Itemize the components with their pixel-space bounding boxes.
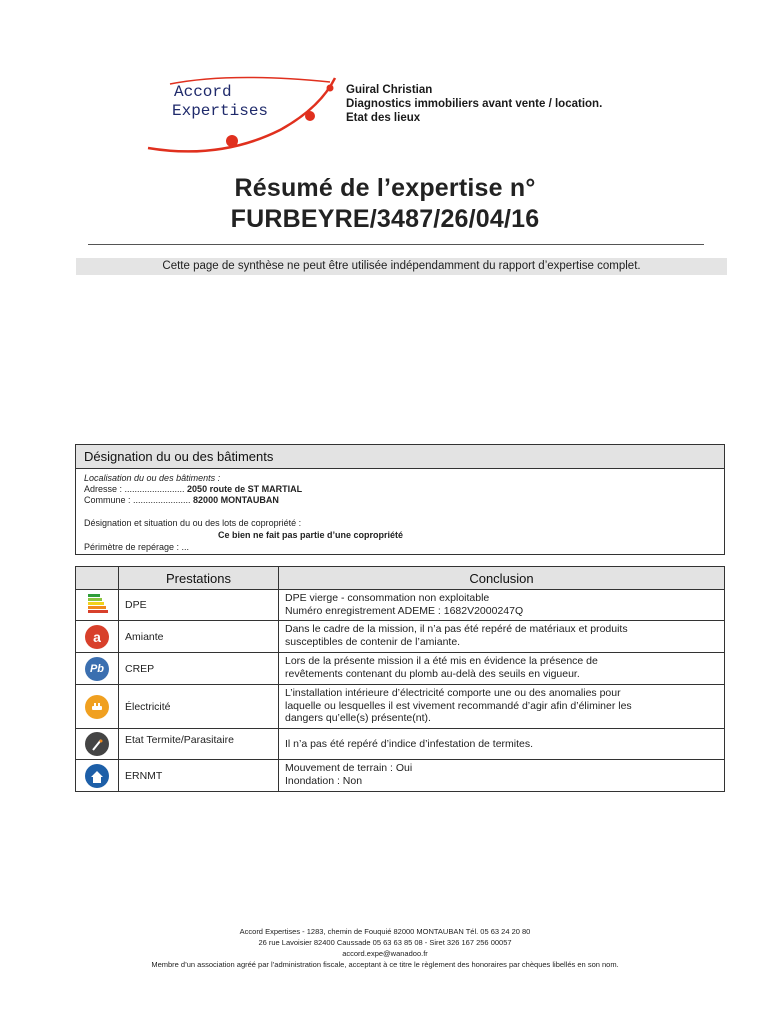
table-header: [76, 567, 725, 590]
designation-heading: Désignation du ou des bâtiments: [76, 445, 724, 469]
table-row: [76, 621, 725, 653]
commune-value: 82000 MONTAUBAN: [193, 495, 279, 505]
amiante-icon: a: [85, 625, 109, 649]
row-name: Etat Termite/Parasitaire: [119, 729, 279, 760]
synthesis-notice: Cette page de synthèse ne peut être utilisée indépendamment du rapport d’expertise complet.: [76, 258, 727, 275]
row-name: Amiante: [119, 621, 279, 653]
row-conclusion: Mouvement de terrain : Oui Inondation : Non: [279, 760, 725, 792]
row-conclusion: L’installation intérieure d’électricité comporte une ou des anomalies pour laquelle ou lesquelles il est vivement recommandé d’agir afin d’éliminer les dangers qu’elle(s) présente(nt).: [279, 685, 725, 729]
designation-box: [75, 444, 725, 555]
table-row: [76, 729, 725, 760]
electricite-icon: [85, 695, 109, 719]
row-name: DPE: [119, 590, 279, 621]
footer-membership: Membre d’un association agréé par l’administration fiscale, acceptant à ce titre le règlement des honoraires par chèques libellés en son nom.: [151, 960, 619, 969]
footer-address: Accord Expertises - 1283, chemin de Fouquié 82000 MONTAUBAN Tél. 05 63 24 20 80: [239, 927, 531, 936]
table-row: [76, 590, 725, 621]
row-conclusion: Dans le cadre de la mission, il n’a pas été repéré de matériaux et produits susceptibles de contenir de l’amiante.: [279, 621, 725, 653]
title-divider: [88, 244, 704, 245]
table-row: [76, 653, 725, 685]
table-row: [76, 685, 725, 729]
crep-icon: Pb: [85, 657, 109, 681]
header-prestations: Prestations: [119, 567, 279, 590]
header-icon-cell: [76, 567, 119, 590]
company-info: [346, 83, 602, 125]
footer: [0, 926, 770, 970]
prestations-table: [75, 566, 725, 792]
company-activity: Diagnostics immobiliers avant vente / location.: [346, 98, 603, 110]
company-activity-2: Etat des lieux: [346, 112, 421, 124]
ernmt-icon: [85, 764, 109, 788]
adresse-value: 2050 route de ST MARTIAL: [187, 484, 303, 494]
row-name: CREP: [119, 653, 279, 685]
adresse-label: Adresse : ........................: [84, 484, 185, 494]
company-name: Guiral Christian: [346, 84, 433, 96]
commune-label: Commune : .......................: [84, 495, 191, 505]
lots-label: Désignation et situation du ou des lots de copropriété :: [84, 518, 302, 528]
row-conclusion: Lors de la présente mission il a été mis en évidence la présence de revêtements contenant du plomb au-delà des seuils en vigueur.: [279, 653, 725, 685]
row-name: ERNMT: [119, 760, 279, 792]
logo-text-expertises: Expertises: [172, 102, 269, 120]
dpe-icon: [84, 591, 110, 615]
termite-icon: [85, 732, 109, 756]
page-title-reference: FURBEYRE/3487/26/04/16: [230, 205, 540, 233]
logo-text-accord: Accord: [174, 83, 232, 101]
perimetre-label: Périmètre de repérage : ...: [84, 542, 190, 552]
footer-email: accord.expe@wanadoo.fr: [342, 949, 428, 958]
commune-row: [84, 495, 279, 507]
localisation-label: Localisation du ou des bâtiments :: [84, 473, 221, 483]
table-row: [76, 760, 725, 792]
page-title: Résumé de l’expertise n°: [234, 174, 536, 202]
row-conclusion: DPE vierge - consommation non exploitable Numéro enregistrement ADEME : 1682V2000247Q: [279, 590, 725, 621]
row-conclusion: Il n’a pas été repéré d’indice d’infestation de termites.: [279, 729, 725, 760]
adresse-row: [84, 484, 302, 496]
row-name: Électricité: [119, 685, 279, 729]
lots-value: Ce bien ne fait pas partie d’une copropriété: [218, 530, 404, 540]
header-conclusion: Conclusion: [279, 567, 725, 590]
footer-address-2: 26 rue Lavoisier 82400 Caussade 05 63 63 85 08 - Siret 326 167 256 00057: [258, 938, 512, 947]
